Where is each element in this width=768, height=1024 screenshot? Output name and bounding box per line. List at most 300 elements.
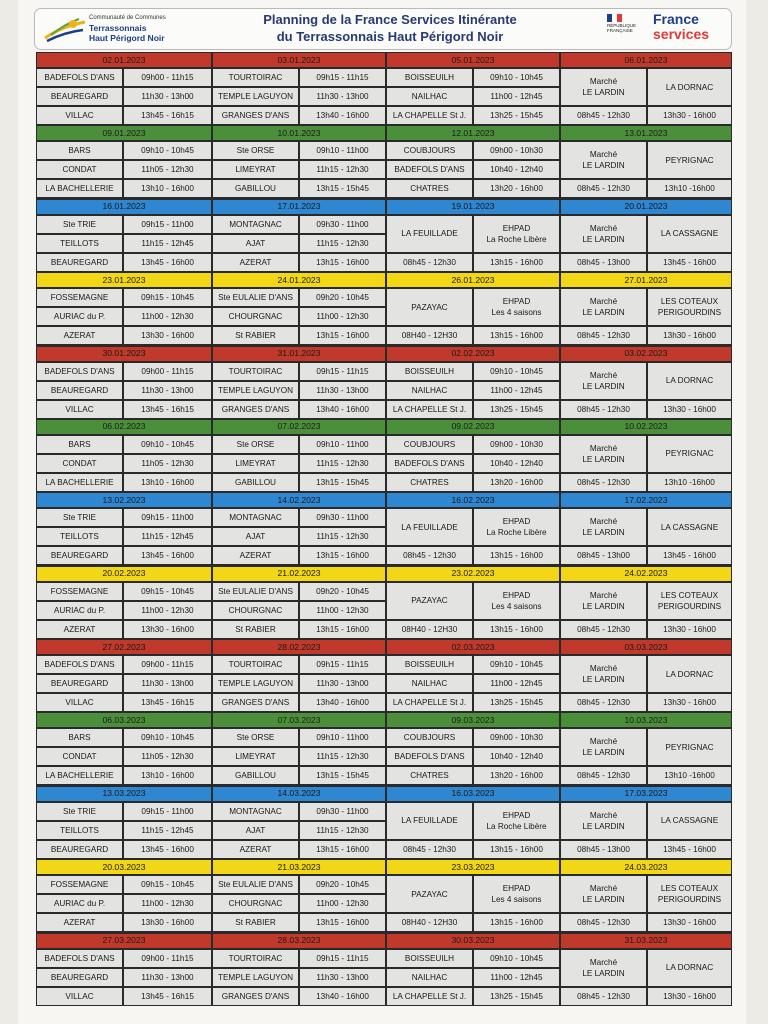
location-cell: LA CASSAGNE xyxy=(648,216,731,252)
location-cell: LA CHAPELLE St J. xyxy=(387,694,472,711)
time-cell: 11h30 - 13h00 xyxy=(124,382,211,399)
date-header: 10.03.2023 xyxy=(561,713,731,727)
republique-logo xyxy=(607,14,643,44)
location-cell: TOURTOIRAC xyxy=(213,656,298,673)
location-cell: Ste ORSE xyxy=(213,729,298,746)
location-cell: FOSSEMAGNE xyxy=(37,583,122,600)
time-cell: 08h45 - 13h00 xyxy=(561,254,646,271)
time-cell: 13h30 - 16h00 xyxy=(648,694,731,711)
location-cell: LA CHAPELLE St J. xyxy=(387,401,472,418)
date-header: 03.02.2023 xyxy=(561,347,731,361)
location-cell: GABILLOU xyxy=(213,767,298,784)
location-cell: COUBJOURS xyxy=(387,729,472,746)
time-cell: 09h00 - 10h30 xyxy=(474,436,559,453)
location-cell: BADEFOLS D'ANS xyxy=(37,950,122,967)
location-cell: LA DORNAC xyxy=(648,656,731,692)
location-cell: Ste EULALIE D'ANS xyxy=(213,289,298,306)
date-header: 13.01.2023 xyxy=(561,126,731,140)
time-cell: 08h45 - 12h30 xyxy=(561,107,646,124)
time-cell: 13h30 - 16h00 xyxy=(648,327,731,344)
time-cell: 08h45 - 12h30 xyxy=(561,327,646,344)
location-cell: CONDAT xyxy=(37,455,122,472)
time-cell: 11h15 - 12h30 xyxy=(300,822,385,839)
location-cell: NAILHAC xyxy=(387,969,472,986)
time-cell: 11h00 - 12h45 xyxy=(474,88,559,105)
time-cell: 11h00 - 12h30 xyxy=(300,895,385,912)
location-cell: LA FEUILLADE xyxy=(387,509,472,545)
time-cell: 09h00 - 10h30 xyxy=(474,729,559,746)
time-cell: 11h00 - 12h30 xyxy=(124,308,211,325)
location-cell: NAILHAC xyxy=(387,382,472,399)
time-cell: 13h40 - 16h00 xyxy=(300,988,385,1005)
location-cell: Marché LE LARDIN xyxy=(561,69,646,105)
location-cell: AURIAC du P. xyxy=(37,308,122,325)
time-cell: 09h15 - 11h00 xyxy=(124,803,211,820)
location-cell: NAILHAC xyxy=(387,675,472,692)
location-cell: NAILHAC xyxy=(387,88,472,105)
time-cell: 11h15 - 12h45 xyxy=(124,235,211,252)
location-cell: Marché LE LARDIN xyxy=(561,876,646,912)
date-header: 27.02.2023 xyxy=(37,640,211,654)
time-cell: 10h40 - 12h40 xyxy=(474,161,559,178)
time-cell: 09h10 - 10h45 xyxy=(124,142,211,159)
time-cell: 09h20 - 10h45 xyxy=(300,876,385,893)
time-cell: 11h15 - 12h30 xyxy=(300,748,385,765)
time-cell: 13h15 - 16h00 xyxy=(300,621,385,638)
location-cell: Ste ORSE xyxy=(213,436,298,453)
time-cell: 08H40 - 12H30 xyxy=(387,914,472,931)
time-cell: 08h45 - 12h30 xyxy=(561,621,646,638)
location-cell: GABILLOU xyxy=(213,180,298,197)
location-cell: CONDAT xyxy=(37,161,122,178)
location-cell: CHATRES xyxy=(387,180,472,197)
location-cell: AURIAC du P. xyxy=(37,602,122,619)
date-header: 27.01.2023 xyxy=(561,273,731,287)
location-cell: Marché LE LARDIN xyxy=(561,436,646,472)
time-cell: 09h10 - 11h00 xyxy=(300,729,385,746)
date-header: 06.01.2023 xyxy=(561,53,731,67)
date-header: 23.01.2023 xyxy=(37,273,211,287)
time-cell: 13h25 - 15h45 xyxy=(474,401,559,418)
date-header: 20.01.2023 xyxy=(561,200,731,214)
location-cell: BADEFOLS D'ANS xyxy=(387,161,472,178)
date-header: 16.03.2023 xyxy=(387,787,559,801)
time-cell: 11h15 - 12h30 xyxy=(300,528,385,545)
date-header: 13.03.2023 xyxy=(37,787,211,801)
location-cell: AURIAC du P. xyxy=(37,895,122,912)
time-cell: 09h30 - 11h00 xyxy=(300,509,385,526)
date-header: 12.01.2023 xyxy=(387,126,559,140)
location-cell: MONTAGNAC xyxy=(213,216,298,233)
time-cell: 08h45 - 12h30 xyxy=(561,474,646,491)
time-cell: 09h00 - 11h15 xyxy=(124,950,211,967)
location-cell: BEAUREGARD xyxy=(37,841,122,858)
time-cell: 08h45 - 12h30 xyxy=(561,767,646,784)
location-cell: AZERAT xyxy=(213,254,298,271)
time-cell: 13h30 - 16h00 xyxy=(648,988,731,1005)
time-cell: 13h25 - 15h45 xyxy=(474,694,559,711)
location-cell: LIMEYRAT xyxy=(213,748,298,765)
location-cell: Marché LE LARDIN xyxy=(561,142,646,178)
location-cell: TEILLOTS xyxy=(37,235,122,252)
location-cell: AZERAT xyxy=(37,327,122,344)
date-header: 14.03.2023 xyxy=(213,787,385,801)
time-cell: 13h45 - 16h00 xyxy=(648,841,731,858)
time-cell: 13h40 - 16h00 xyxy=(300,694,385,711)
time-cell: 11h00 - 12h30 xyxy=(124,895,211,912)
location-cell: TEMPLE LAGUYON xyxy=(213,969,298,986)
time-cell: 08h45 - 12h30 xyxy=(561,914,646,931)
time-cell: 10h40 - 12h40 xyxy=(474,455,559,472)
time-cell: 13h45 - 16h15 xyxy=(124,401,211,418)
date-header: 03.01.2023 xyxy=(213,53,385,67)
location-cell: LA CHAPELLE St J. xyxy=(387,107,472,124)
location-cell: BARS xyxy=(37,142,122,159)
time-cell: 08h45 - 12h30 xyxy=(561,180,646,197)
location-cell: BOISSEUILH xyxy=(387,363,472,380)
location-cell: BADEFOLS D'ANS xyxy=(37,69,122,86)
title-line-1: Planning de la France Services Itinérante xyxy=(263,12,517,27)
location-cell: LA FEUILLADE xyxy=(387,216,472,252)
date-header: 09.01.2023 xyxy=(37,126,211,140)
time-cell: 13h15 - 16h00 xyxy=(474,621,559,638)
time-cell: 09h15 - 11h00 xyxy=(124,216,211,233)
date-header: 07.03.2023 xyxy=(213,713,385,727)
location-cell: GRANGES D'ANS xyxy=(213,401,298,418)
time-cell: 11h00 - 12h30 xyxy=(300,308,385,325)
location-cell: CHATRES xyxy=(387,474,472,491)
location-cell: LIMEYRAT xyxy=(213,161,298,178)
location-cell: BEAUREGARD xyxy=(37,547,122,564)
date-header: 30.03.2023 xyxy=(387,934,559,948)
time-cell: 09h10 - 10h45 xyxy=(474,363,559,380)
date-header: 09.02.2023 xyxy=(387,420,559,434)
date-header: 24.02.2023 xyxy=(561,567,731,581)
location-cell: TEMPLE LAGUYON xyxy=(213,382,298,399)
time-cell: 08h45 - 12h30 xyxy=(561,988,646,1005)
time-cell: 11h30 - 13h00 xyxy=(124,675,211,692)
time-cell: 13h15 - 16h00 xyxy=(300,254,385,271)
time-cell: 08H40 - 12H30 xyxy=(387,621,472,638)
time-cell: 13h45 - 16h15 xyxy=(124,988,211,1005)
time-cell: 13h30 - 16h00 xyxy=(648,621,731,638)
time-cell: 13h15 - 16h00 xyxy=(300,327,385,344)
community-logo xyxy=(43,12,223,46)
location-cell: LES COTEAUX PERIGOURDINS xyxy=(648,289,731,325)
location-cell: FOSSEMAGNE xyxy=(37,876,122,893)
time-cell: 08h45 - 12h30 xyxy=(387,254,472,271)
location-cell: AJAT xyxy=(213,235,298,252)
brand-line-2: services xyxy=(653,26,710,42)
location-cell: CHATRES xyxy=(387,767,472,784)
location-cell: PEYRIGNAC xyxy=(648,436,731,472)
time-cell: 09h10 - 10h45 xyxy=(474,950,559,967)
time-cell: 09h15 - 10h45 xyxy=(124,289,211,306)
time-cell: 13h45 - 16h15 xyxy=(124,107,211,124)
location-cell: Marché LE LARDIN xyxy=(561,803,646,839)
location-cell: AZERAT xyxy=(213,547,298,564)
date-header: 28.02.2023 xyxy=(213,640,385,654)
location-cell: AZERAT xyxy=(213,841,298,858)
time-cell: 10h40 - 12h40 xyxy=(474,748,559,765)
location-cell: Marché LE LARDIN xyxy=(561,729,646,765)
location-cell: PEYRIGNAC xyxy=(648,729,731,765)
logo-line-2: Haut Périgord Noir xyxy=(89,33,165,43)
location-cell: LES COTEAUX PERIGOURDINS xyxy=(648,876,731,912)
date-header: 07.02.2023 xyxy=(213,420,385,434)
location-cell: St RABIER xyxy=(213,327,298,344)
time-cell: 13h15 - 15h45 xyxy=(300,474,385,491)
location-cell: PEYRIGNAC xyxy=(648,142,731,178)
location-cell: LA CASSAGNE xyxy=(648,803,731,839)
location-cell: BARS xyxy=(37,729,122,746)
time-cell: 09h10 - 10h45 xyxy=(474,69,559,86)
location-cell: LA BACHELLERIE xyxy=(37,474,122,491)
location-cell: GRANGES D'ANS xyxy=(213,694,298,711)
location-cell: BARS xyxy=(37,436,122,453)
date-header: 19.01.2023 xyxy=(387,200,559,214)
location-cell: St RABIER xyxy=(213,914,298,931)
date-header: 06.03.2023 xyxy=(37,713,211,727)
time-cell: 13h15 - 16h00 xyxy=(474,841,559,858)
date-header: 02.01.2023 xyxy=(37,53,211,67)
location-cell: EHPAD La Roche Libère xyxy=(474,509,559,545)
location-cell: LA CASSAGNE xyxy=(648,509,731,545)
time-cell: 13h45 - 16h00 xyxy=(124,547,211,564)
time-cell: 11h05 - 12h30 xyxy=(124,748,211,765)
time-cell: 13h20 - 16h00 xyxy=(474,474,559,491)
time-cell: 13h15 - 16h00 xyxy=(300,547,385,564)
time-cell: 09h15 - 11h15 xyxy=(300,363,385,380)
time-cell: 09h10 - 10h45 xyxy=(124,436,211,453)
location-cell: VILLAC xyxy=(37,401,122,418)
time-cell: 11h15 - 12h30 xyxy=(300,161,385,178)
location-cell: Marché LE LARDIN xyxy=(561,950,646,986)
time-cell: 13h45 - 16h00 xyxy=(124,841,211,858)
location-cell: LA DORNAC xyxy=(648,363,731,399)
location-cell: AZERAT xyxy=(37,621,122,638)
brand-line-1: France xyxy=(653,11,699,27)
time-cell: 09h15 - 10h45 xyxy=(124,876,211,893)
france-services-logo xyxy=(653,12,709,42)
time-cell: 13h30 - 16h00 xyxy=(648,914,731,931)
time-cell: 11h00 - 12h45 xyxy=(474,675,559,692)
date-header: 17.02.2023 xyxy=(561,493,731,507)
time-cell: 13h30 - 16h00 xyxy=(648,401,731,418)
location-cell: Ste TRIE xyxy=(37,216,122,233)
logo-line-1: Terrassonnais xyxy=(89,23,147,33)
location-cell: TEILLOTS xyxy=(37,822,122,839)
title-line-2: du Terrassonnais Haut Périgord Noir xyxy=(276,29,504,44)
time-cell: 08H40 - 12H30 xyxy=(387,327,472,344)
time-cell: 11h30 - 13h00 xyxy=(300,675,385,692)
time-cell: 13h45 - 16h00 xyxy=(124,254,211,271)
location-cell: MONTAGNAC xyxy=(213,803,298,820)
location-cell: LA CHAPELLE St J. xyxy=(387,988,472,1005)
time-cell: 13h45 - 16h15 xyxy=(124,694,211,711)
time-cell: 13h15 - 16h00 xyxy=(474,547,559,564)
time-cell: 08h45 - 12h30 xyxy=(387,841,472,858)
page-title xyxy=(240,11,540,45)
time-cell: 09h15 - 11h15 xyxy=(300,656,385,673)
time-cell: 13h15 - 16h00 xyxy=(474,327,559,344)
location-cell: St RABIER xyxy=(213,621,298,638)
date-header: 13.02.2023 xyxy=(37,493,211,507)
location-cell: BEAUREGARD xyxy=(37,675,122,692)
time-cell: 11h00 - 12h30 xyxy=(124,602,211,619)
date-header: 10.02.2023 xyxy=(561,420,731,434)
schedule-table xyxy=(36,52,732,1006)
location-cell: MONTAGNAC xyxy=(213,509,298,526)
location-cell: AJAT xyxy=(213,822,298,839)
date-header: 14.02.2023 xyxy=(213,493,385,507)
logo-subtitle: Communauté de Communes xyxy=(89,15,166,21)
location-cell: TEMPLE LAGUYON xyxy=(213,675,298,692)
time-cell: 13h30 - 16h00 xyxy=(124,914,211,931)
time-cell: 11h00 - 12h45 xyxy=(474,969,559,986)
time-cell: 13h45 - 16h00 xyxy=(648,547,731,564)
location-cell: BEAUREGARD xyxy=(37,969,122,986)
location-cell: BOISSEUILH xyxy=(387,950,472,967)
date-header: 27.03.2023 xyxy=(37,934,211,948)
location-cell: LA DORNAC xyxy=(648,950,731,986)
french-flag-icon xyxy=(607,14,622,22)
location-cell: Marché LE LARDIN xyxy=(561,509,646,545)
time-cell: 11h05 - 12h30 xyxy=(124,455,211,472)
location-cell: LES COTEAUX PERIGOURDINS xyxy=(648,583,731,619)
location-cell: BADEFOLS D'ANS xyxy=(37,363,122,380)
time-cell: 11h30 - 13h00 xyxy=(124,969,211,986)
time-cell: 11h30 - 13h00 xyxy=(300,88,385,105)
time-cell: 09h30 - 11h00 xyxy=(300,216,385,233)
time-cell: 13h10 - 16h00 xyxy=(124,767,211,784)
date-header: 06.02.2023 xyxy=(37,420,211,434)
time-cell: 09h15 - 11h00 xyxy=(124,509,211,526)
time-cell: 09h10 - 10h45 xyxy=(124,729,211,746)
time-cell: 09h30 - 11h00 xyxy=(300,803,385,820)
time-cell: 11h15 - 12h45 xyxy=(124,528,211,545)
location-cell: Marché LE LARDIN xyxy=(561,656,646,692)
date-header: 24.03.2023 xyxy=(561,860,731,874)
date-header: 20.02.2023 xyxy=(37,567,211,581)
time-cell: 08h45 - 12h30 xyxy=(387,547,472,564)
location-cell: Marché LE LARDIN xyxy=(561,363,646,399)
location-cell: BADEFOLS D'ANS xyxy=(387,455,472,472)
location-cell: TOURTOIRAC xyxy=(213,363,298,380)
time-cell: 13h15 - 15h45 xyxy=(300,767,385,784)
date-header: 26.01.2023 xyxy=(387,273,559,287)
time-cell: 11h15 - 12h30 xyxy=(300,235,385,252)
location-cell: Ste TRIE xyxy=(37,509,122,526)
location-cell: BEAUREGARD xyxy=(37,382,122,399)
location-cell: EHPAD Les 4 saisons xyxy=(474,289,559,325)
location-cell: BOISSEUILH xyxy=(387,656,472,673)
time-cell: 09h20 - 10h45 xyxy=(300,289,385,306)
time-cell: 13h10 -16h00 xyxy=(648,180,731,197)
location-cell: Ste EULALIE D'ANS xyxy=(213,583,298,600)
time-cell: 11h30 - 13h00 xyxy=(300,969,385,986)
location-cell: FOSSEMAGNE xyxy=(37,289,122,306)
date-header: 05.01.2023 xyxy=(387,53,559,67)
location-cell: PAZAYAC xyxy=(387,583,472,619)
time-cell: 13h25 - 15h45 xyxy=(474,107,559,124)
location-cell: VILLAC xyxy=(37,107,122,124)
location-cell: CONDAT xyxy=(37,748,122,765)
time-cell: 09h00 - 10h30 xyxy=(474,142,559,159)
time-cell: 11h00 - 12h30 xyxy=(300,602,385,619)
time-cell: 09h10 - 10h45 xyxy=(474,656,559,673)
location-cell: BADEFOLS D'ANS xyxy=(387,748,472,765)
location-cell: Marché LE LARDIN xyxy=(561,289,646,325)
time-cell: 13h10 -16h00 xyxy=(648,767,731,784)
date-header: 16.02.2023 xyxy=(387,493,559,507)
location-cell: EHPAD La Roche Libère xyxy=(474,216,559,252)
location-cell: VILLAC xyxy=(37,988,122,1005)
time-cell: 09h15 - 11h15 xyxy=(300,950,385,967)
date-header: 09.03.2023 xyxy=(387,713,559,727)
time-cell: 13h15 - 16h00 xyxy=(300,914,385,931)
location-cell: TOURTOIRAC xyxy=(213,950,298,967)
time-cell: 13h10 - 16h00 xyxy=(124,474,211,491)
time-cell: 09h00 - 11h15 xyxy=(124,69,211,86)
time-cell: 09h00 - 11h15 xyxy=(124,656,211,673)
location-cell: Ste TRIE xyxy=(37,803,122,820)
time-cell: 13h40 - 16h00 xyxy=(300,401,385,418)
time-cell: 09h10 - 11h00 xyxy=(300,436,385,453)
time-cell: 11h05 - 12h30 xyxy=(124,161,211,178)
location-cell: Ste EULALIE D'ANS xyxy=(213,876,298,893)
location-cell: COUBJOURS xyxy=(387,436,472,453)
location-cell: EHPAD Les 4 saisons xyxy=(474,583,559,619)
date-header: 21.02.2023 xyxy=(213,567,385,581)
location-cell: LA BACHELLERIE xyxy=(37,767,122,784)
time-cell: 11h30 - 13h00 xyxy=(300,382,385,399)
location-cell: LIMEYRAT xyxy=(213,455,298,472)
location-cell: CHOURGNAC xyxy=(213,308,298,325)
time-cell: 13h30 - 16h00 xyxy=(124,327,211,344)
time-cell: 13h10 -16h00 xyxy=(648,474,731,491)
date-header: 30.01.2023 xyxy=(37,347,211,361)
time-cell: 13h30 - 16h00 xyxy=(648,107,731,124)
date-header: 21.03.2023 xyxy=(213,860,385,874)
date-header: 31.03.2023 xyxy=(561,934,731,948)
location-cell: LA BACHELLERIE xyxy=(37,180,122,197)
date-header: 20.03.2023 xyxy=(37,860,211,874)
location-cell: EHPAD Les 4 saisons xyxy=(474,876,559,912)
date-header: 02.03.2023 xyxy=(387,640,559,654)
location-cell: PAZAYAC xyxy=(387,289,472,325)
time-cell: 11h00 - 12h45 xyxy=(474,382,559,399)
time-cell: 09h00 - 11h15 xyxy=(124,363,211,380)
page-header xyxy=(34,8,732,50)
date-header: 23.02.2023 xyxy=(387,567,559,581)
time-cell: 08h45 - 13h00 xyxy=(561,547,646,564)
location-cell: Ste ORSE xyxy=(213,142,298,159)
time-cell: 13h15 - 16h00 xyxy=(474,914,559,931)
location-cell: AJAT xyxy=(213,528,298,545)
location-cell: COUBJOURS xyxy=(387,142,472,159)
time-cell: 08h45 - 13h00 xyxy=(561,841,646,858)
time-cell: 13h15 - 15h45 xyxy=(300,180,385,197)
location-cell: GRANGES D'ANS xyxy=(213,107,298,124)
time-cell: 11h30 - 13h00 xyxy=(124,88,211,105)
location-cell: CHOURGNAC xyxy=(213,602,298,619)
location-cell: BEAUREGARD xyxy=(37,88,122,105)
time-cell: 13h15 - 16h00 xyxy=(474,254,559,271)
time-cell: 08h45 - 12h30 xyxy=(561,401,646,418)
date-header: 17.03.2023 xyxy=(561,787,731,801)
location-cell: VILLAC xyxy=(37,694,122,711)
